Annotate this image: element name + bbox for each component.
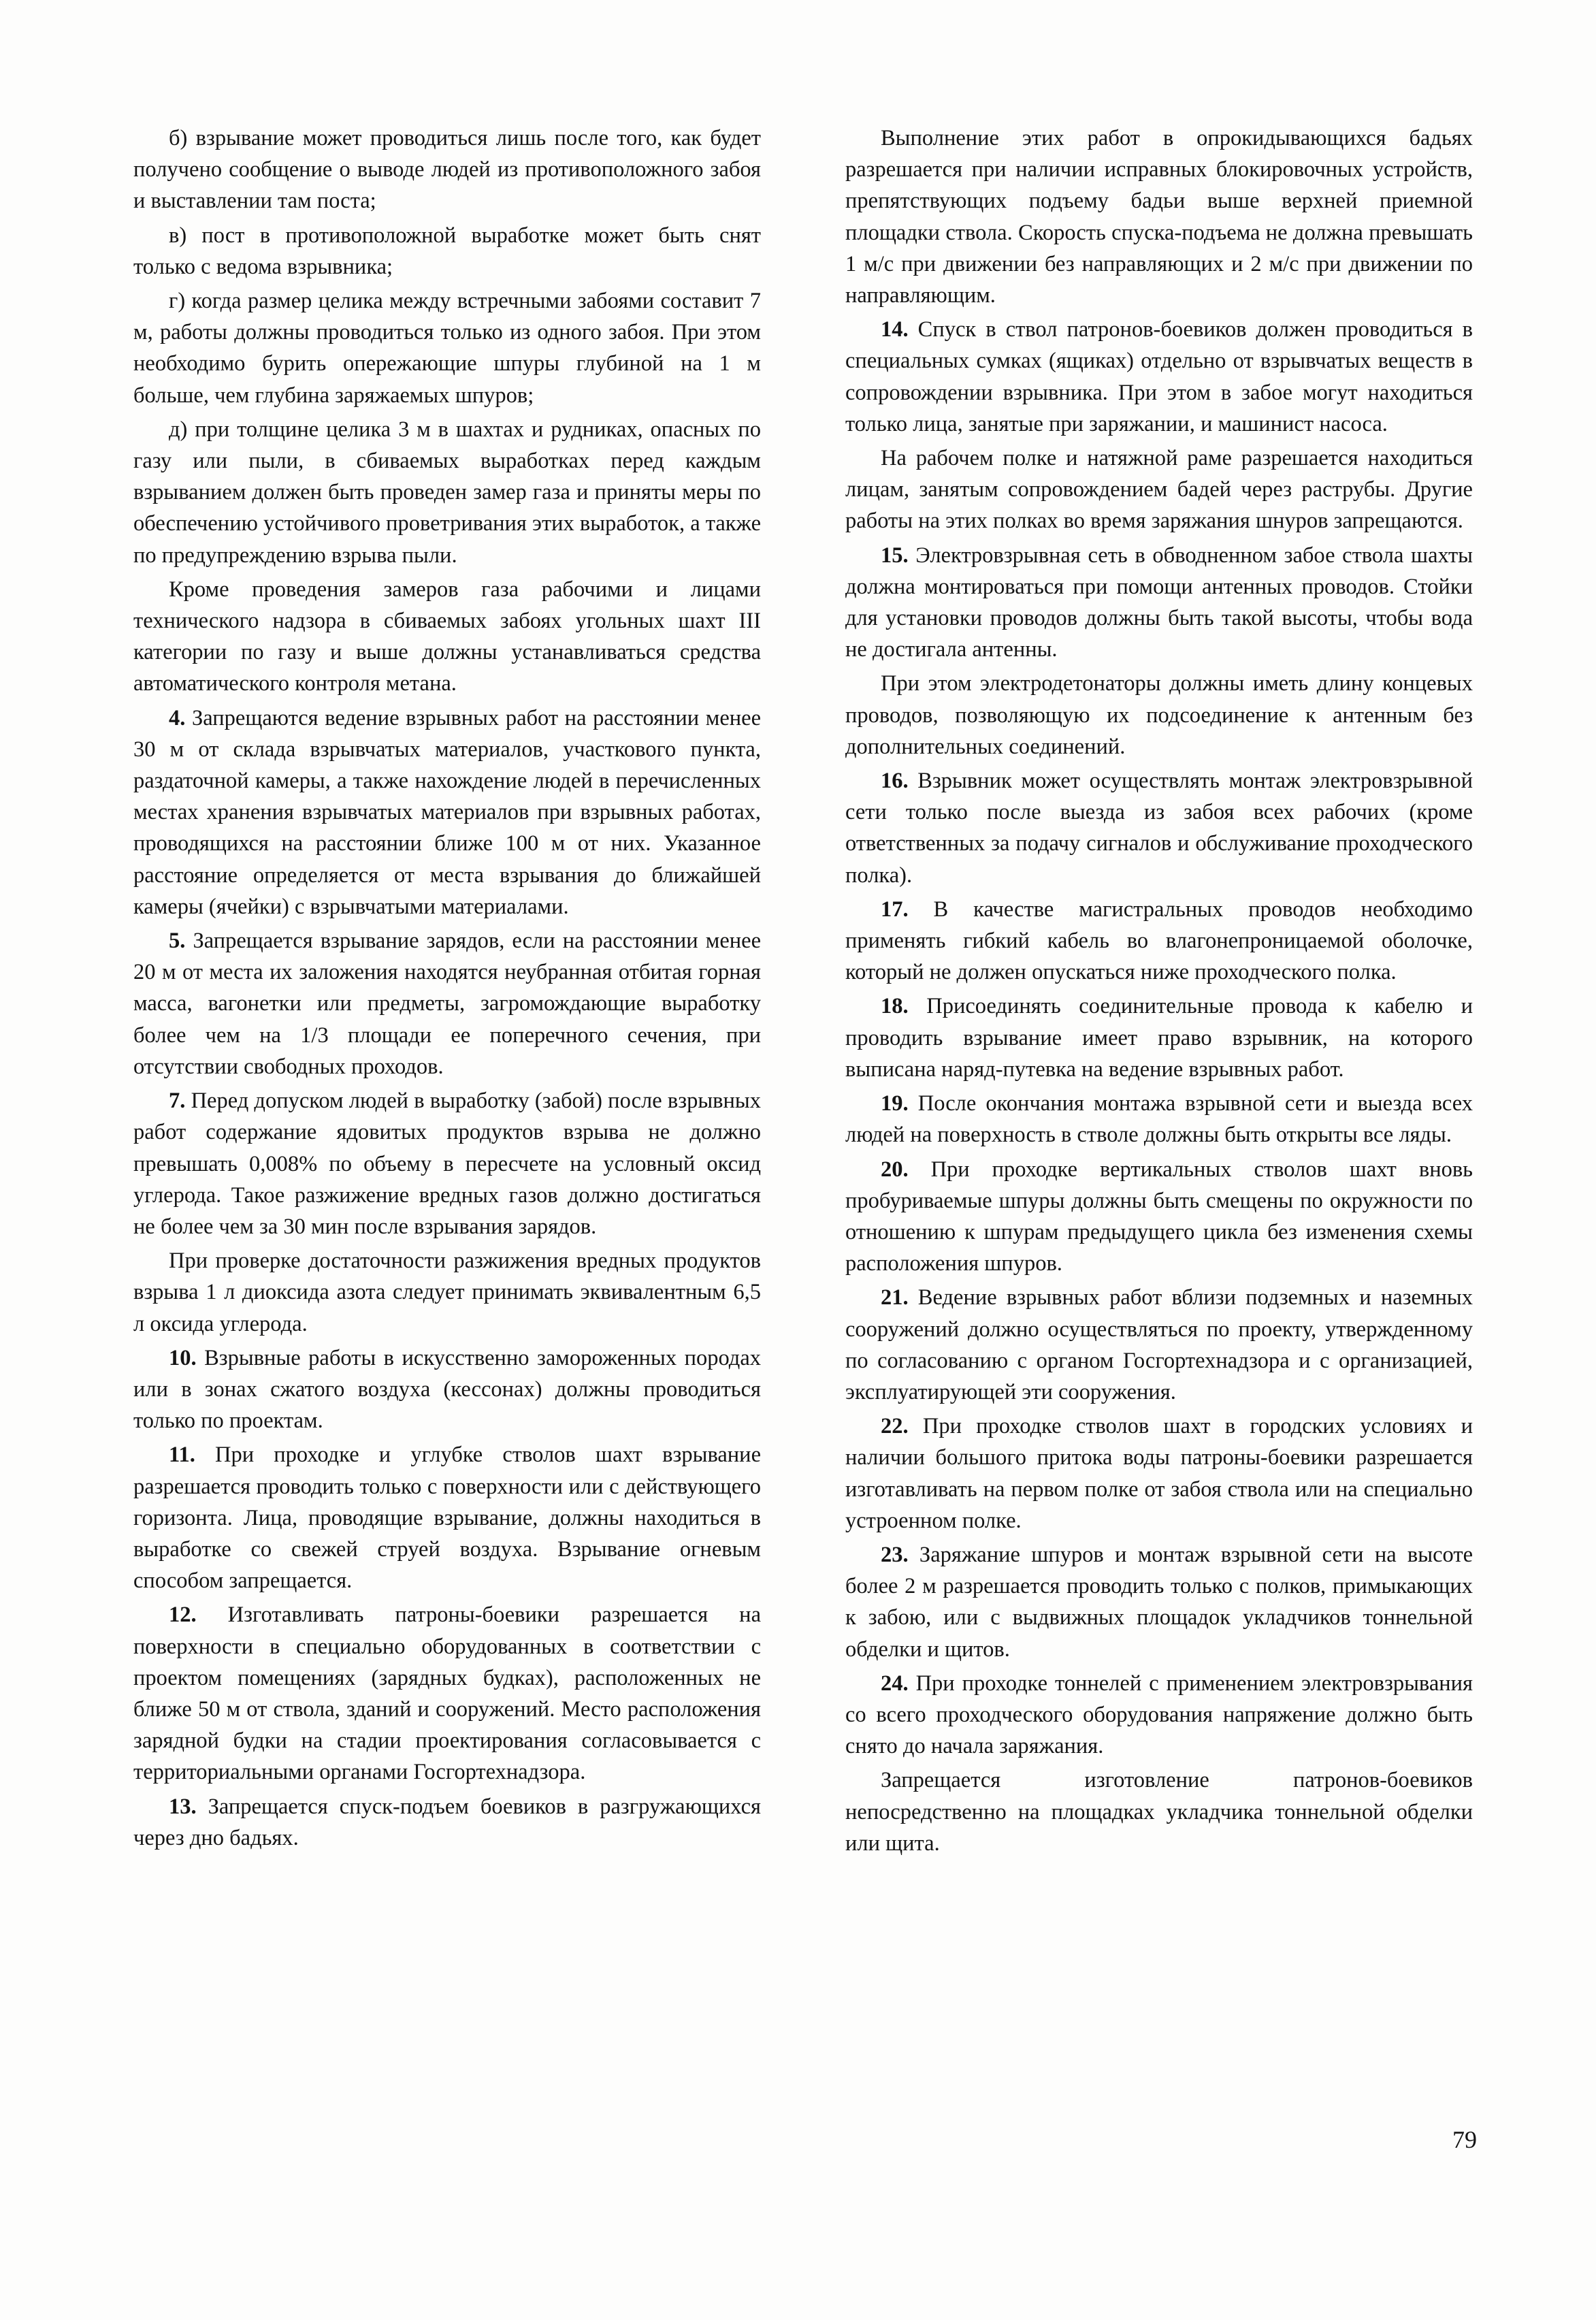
clause-number: 10.: [169, 1345, 197, 1370]
paragraph-text: При проверке достаточности разжижения вредных продуктов взрыва 1 л диоксида азота следует принимать эквивалентным 6,5 л оксида углерода.: [133, 1248, 761, 1336]
paragraph: [845, 123, 1473, 311]
clause-number: 16.: [881, 769, 909, 794]
paragraph-text: В качестве магистральных проводов необходимо применять гибкий кабель во влагонепроницаемой оболочке, который не должен опускаться ниже проходческого полка.: [845, 897, 1473, 985]
paragraph-text: Кроме проведения замеров газа рабочими и лицами технического надзора в сбиваемых забоях угольных шахт III категории по газу и выше должны устанавливаться средства автоматического контроля метана.: [133, 577, 761, 696]
clause-number: 14.: [881, 317, 909, 342]
paragraph: [845, 894, 1473, 988]
paragraph-text: На рабочем полке и натяжной раме разрешается находиться лицам, занятым сопровождением бадей через раструбы. Другие работы на этих полках во время заряжания шнуров запрещаются.: [845, 446, 1473, 534]
clause-number: 19.: [881, 1091, 909, 1116]
clause-number: 23.: [881, 1542, 909, 1567]
paragraph-text: б) взрывание может проводиться лишь после того, как будет получено сообщение о выводе людей из противоположного забоя и выставлении там поста;: [133, 126, 761, 214]
paragraph: [845, 668, 1473, 762]
paragraph-text: При проходке стволов шахт в городских условиях и наличии большого притока воды патроны-боевики разрешается изготавливать на первом полке от забоя ствола или на специально устроенном полке.: [845, 1414, 1473, 1533]
paragraph-text: д) при толщине целика 3 м в шахтах и рудниках, опасных по газу или пыли, в сбиваемых выработках перед каждым взрыванием должен быть проведен замер газа и приняты меры по обеспечению устойчивого проветривания этих выработок, а также по предупреждению взрыва пыли.: [133, 417, 762, 568]
paragraph: [845, 1765, 1473, 1859]
right-column: [845, 123, 1473, 1859]
paragraph: [133, 574, 761, 700]
paragraph-text: Взрывник может осуществлять монтаж электровзрывной сети только после выезда из забоя всех рабочих (кроме ответственных за подачу сигналов и обслуживание проходческого полка).: [845, 769, 1473, 888]
clause-number: 4.: [169, 705, 186, 730]
paragraph: [133, 1245, 761, 1340]
paragraph-text: Запрещается изготовление патронов-боевиков непосредственно на площадках укладчика тоннельной обделки или щита.: [845, 1768, 1473, 1856]
left-column: [133, 123, 761, 1854]
paragraph: [845, 1154, 1473, 1280]
paragraph: [845, 1088, 1473, 1150]
clause-number: 11.: [169, 1443, 195, 1468]
clause-number: 24.: [881, 1671, 909, 1696]
paragraph-text: Электровзрывная сеть в обводненном забое ствола шахты должна монтироваться при помощи антенных проводов. Стойки для установки проводов должны быть такой высоты, чтобы вода не достигала антенны.: [845, 543, 1473, 662]
clause-number: 18.: [881, 994, 909, 1019]
paragraph-text: После окончания монтажа взрывной сети и выезда всех людей на поверхность в стволе должны быть открыты все ляды.: [845, 1091, 1473, 1148]
paragraph-text: Присоединять соединительные провода к кабелю и проводить взрывание имеет право взрывник, на которого выписана наряд-путевка на ведение взрывных работ.: [845, 994, 1473, 1082]
clause-number: 20.: [881, 1157, 909, 1182]
paragraph: [845, 1539, 1473, 1665]
paragraph: [845, 990, 1473, 1085]
clause-number: 22.: [881, 1414, 909, 1439]
paragraph-text: Ведение взрывных работ вблизи подземных и наземных сооружений должно осуществляться по проекту, утвержденному по согласованию с органом Госгортехнадзора и с организацией, эксплуатирующей эти сооружения.: [845, 1285, 1473, 1404]
paragraph-text: Заряжание шпуров и монтаж взрывной сети на высоте более 2 м разрешается проводить только с полков, примыкающих к забою, или с выдвижных площадок укладчиков тоннельной обделки и щитов.: [845, 1542, 1473, 1662]
paragraph-text: При этом электродетонаторы должны иметь длину концевых проводов, позволяющую их подсоединение к антенным без дополнительных соединений.: [845, 671, 1473, 759]
clause-number: 7.: [169, 1089, 186, 1114]
paragraph: [133, 414, 761, 571]
paragraph-text: При проходке вертикальных стволов шахт вновь пробуриваемые шпуры должны быть смещены по окружности по отношению к шпурам предыдущего цикла без изменения схемы расположения шпуров.: [845, 1157, 1473, 1276]
page-number: 79: [1452, 2126, 1477, 2153]
paragraph: [133, 220, 761, 283]
paragraph: [845, 1411, 1473, 1536]
paragraph-text: в) пост в противоположной выработке может быть снят только с ведома взрывника;: [133, 223, 761, 279]
clause-number: 17.: [881, 897, 909, 922]
paragraph: [845, 1282, 1473, 1408]
clause-number: 13.: [169, 1794, 197, 1819]
clause-number: 15.: [881, 543, 909, 568]
paragraph: [845, 765, 1473, 891]
paragraph: [845, 540, 1473, 666]
paragraph-text: Спуск в ствол патронов-боевиков должен проводиться в специальных сумках (ящиках) отдельно от взрывчатых веществ в сопровождении взрывника. При этом в забое могут находиться только лица, занятые при заряжании, и машинист насоса.: [845, 317, 1473, 436]
clause-number: 5.: [169, 929, 186, 954]
paragraph-text: Запрещается взрывание зарядов, если на расстоянии менее 20 м от места их заложения находятся неубранная отбитая горная масса, вагонетки или предметы, загромождающие выработку более чем на 1/3 площади ее поперечного сечения, при отсутствии свободных проходов.: [133, 929, 761, 1079]
paragraph-text: Выполнение этих работ в опрокидывающихся бадьях разрешается при наличии исправных блокировочных устройств, препятствующих подъему бадьи выше верхней приемной площадки ствола. Скорость спуска-подъема не должна превышать 1 м/с при движении без направляющих и 2 м/с при движении по направляющим.: [845, 126, 1473, 308]
paragraph: [133, 1085, 761, 1242]
paragraph: [133, 925, 761, 1082]
paragraph: [133, 1439, 761, 1596]
paragraph-text: г) когда размер целика между встречными забоями составит 7 м, работы должны проводиться только из одного забоя. При этом необходимо бурить опережающие шпуры глубиной на 1 м больше, чем глубина заряжаемых шпуров;: [133, 289, 761, 408]
paragraph: [845, 1668, 1473, 1762]
paragraph: [133, 1791, 761, 1854]
paragraph-text: Изготавливать патроны-боевики разрешается на поверхности в специально оборудованных в соответствии с проектом помещениях (зарядных будках), расположенных не ближе 50 м от ствола, зданий и сооружений. Место расположения зарядной будки на стадии проектирования согласовывается с территориальными органами Госгортехнадзора.: [133, 1602, 761, 1785]
paragraph-text: При проходке и углубке стволов шахт взрывание разрешается проводить только с поверхности или с действующего горизонта. Лица, проводящие взрывание, должны находиться в выработке со свежей струей воздуха. Взрывание огневым способом запрещается.: [133, 1443, 761, 1594]
paragraph-text: Запрещается спуск-подъем боевиков в разгружающихся через дно бадьях.: [133, 1794, 761, 1850]
paragraph: [133, 1599, 761, 1788]
clause-number: 12.: [169, 1602, 197, 1628]
paragraph: [133, 1342, 761, 1437]
clause-number: 21.: [881, 1285, 909, 1310]
paragraph-text: При проходке тоннелей с применением электровзрывания со всего проходческого оборудования напряжение должно быть снято до начала заряжания.: [845, 1671, 1473, 1759]
paragraph-text: Запрещаются ведение взрывных работ на расстоянии менее 30 м от склада взрывчатых материалов, участкового пункта, раздаточной камеры, а также нахождение людей в перечисленных местах хранения взрывчатых материалов при взрывных работах, проводящихся на расстоянии ближе 100 м от них. Указанное расстояние определяется от места взрывания до ближайшей камеры (ячейки) с взрывчатыми материалами.: [133, 705, 761, 919]
paragraph-text: Взрывные работы в искусственно замороженных породах или в зонах сжатого воздуха (кессонах) должны проводиться только по проектам.: [133, 1345, 761, 1434]
paragraph-text: Перед допуском людей в выработку (забой) после взрывных работ содержание ядовитых продуктов взрыва не должно превышать 0,008% по объему в пересчете на условный оксид углерода. Такое разжижение вредных газов должно достигаться не более чем за 30 мин после взрывания зарядов.: [133, 1089, 761, 1239]
paragraph: [133, 703, 761, 922]
paragraph: [133, 123, 761, 217]
paragraph: [133, 285, 761, 411]
paragraph: [845, 314, 1473, 440]
paragraph: [845, 442, 1473, 537]
